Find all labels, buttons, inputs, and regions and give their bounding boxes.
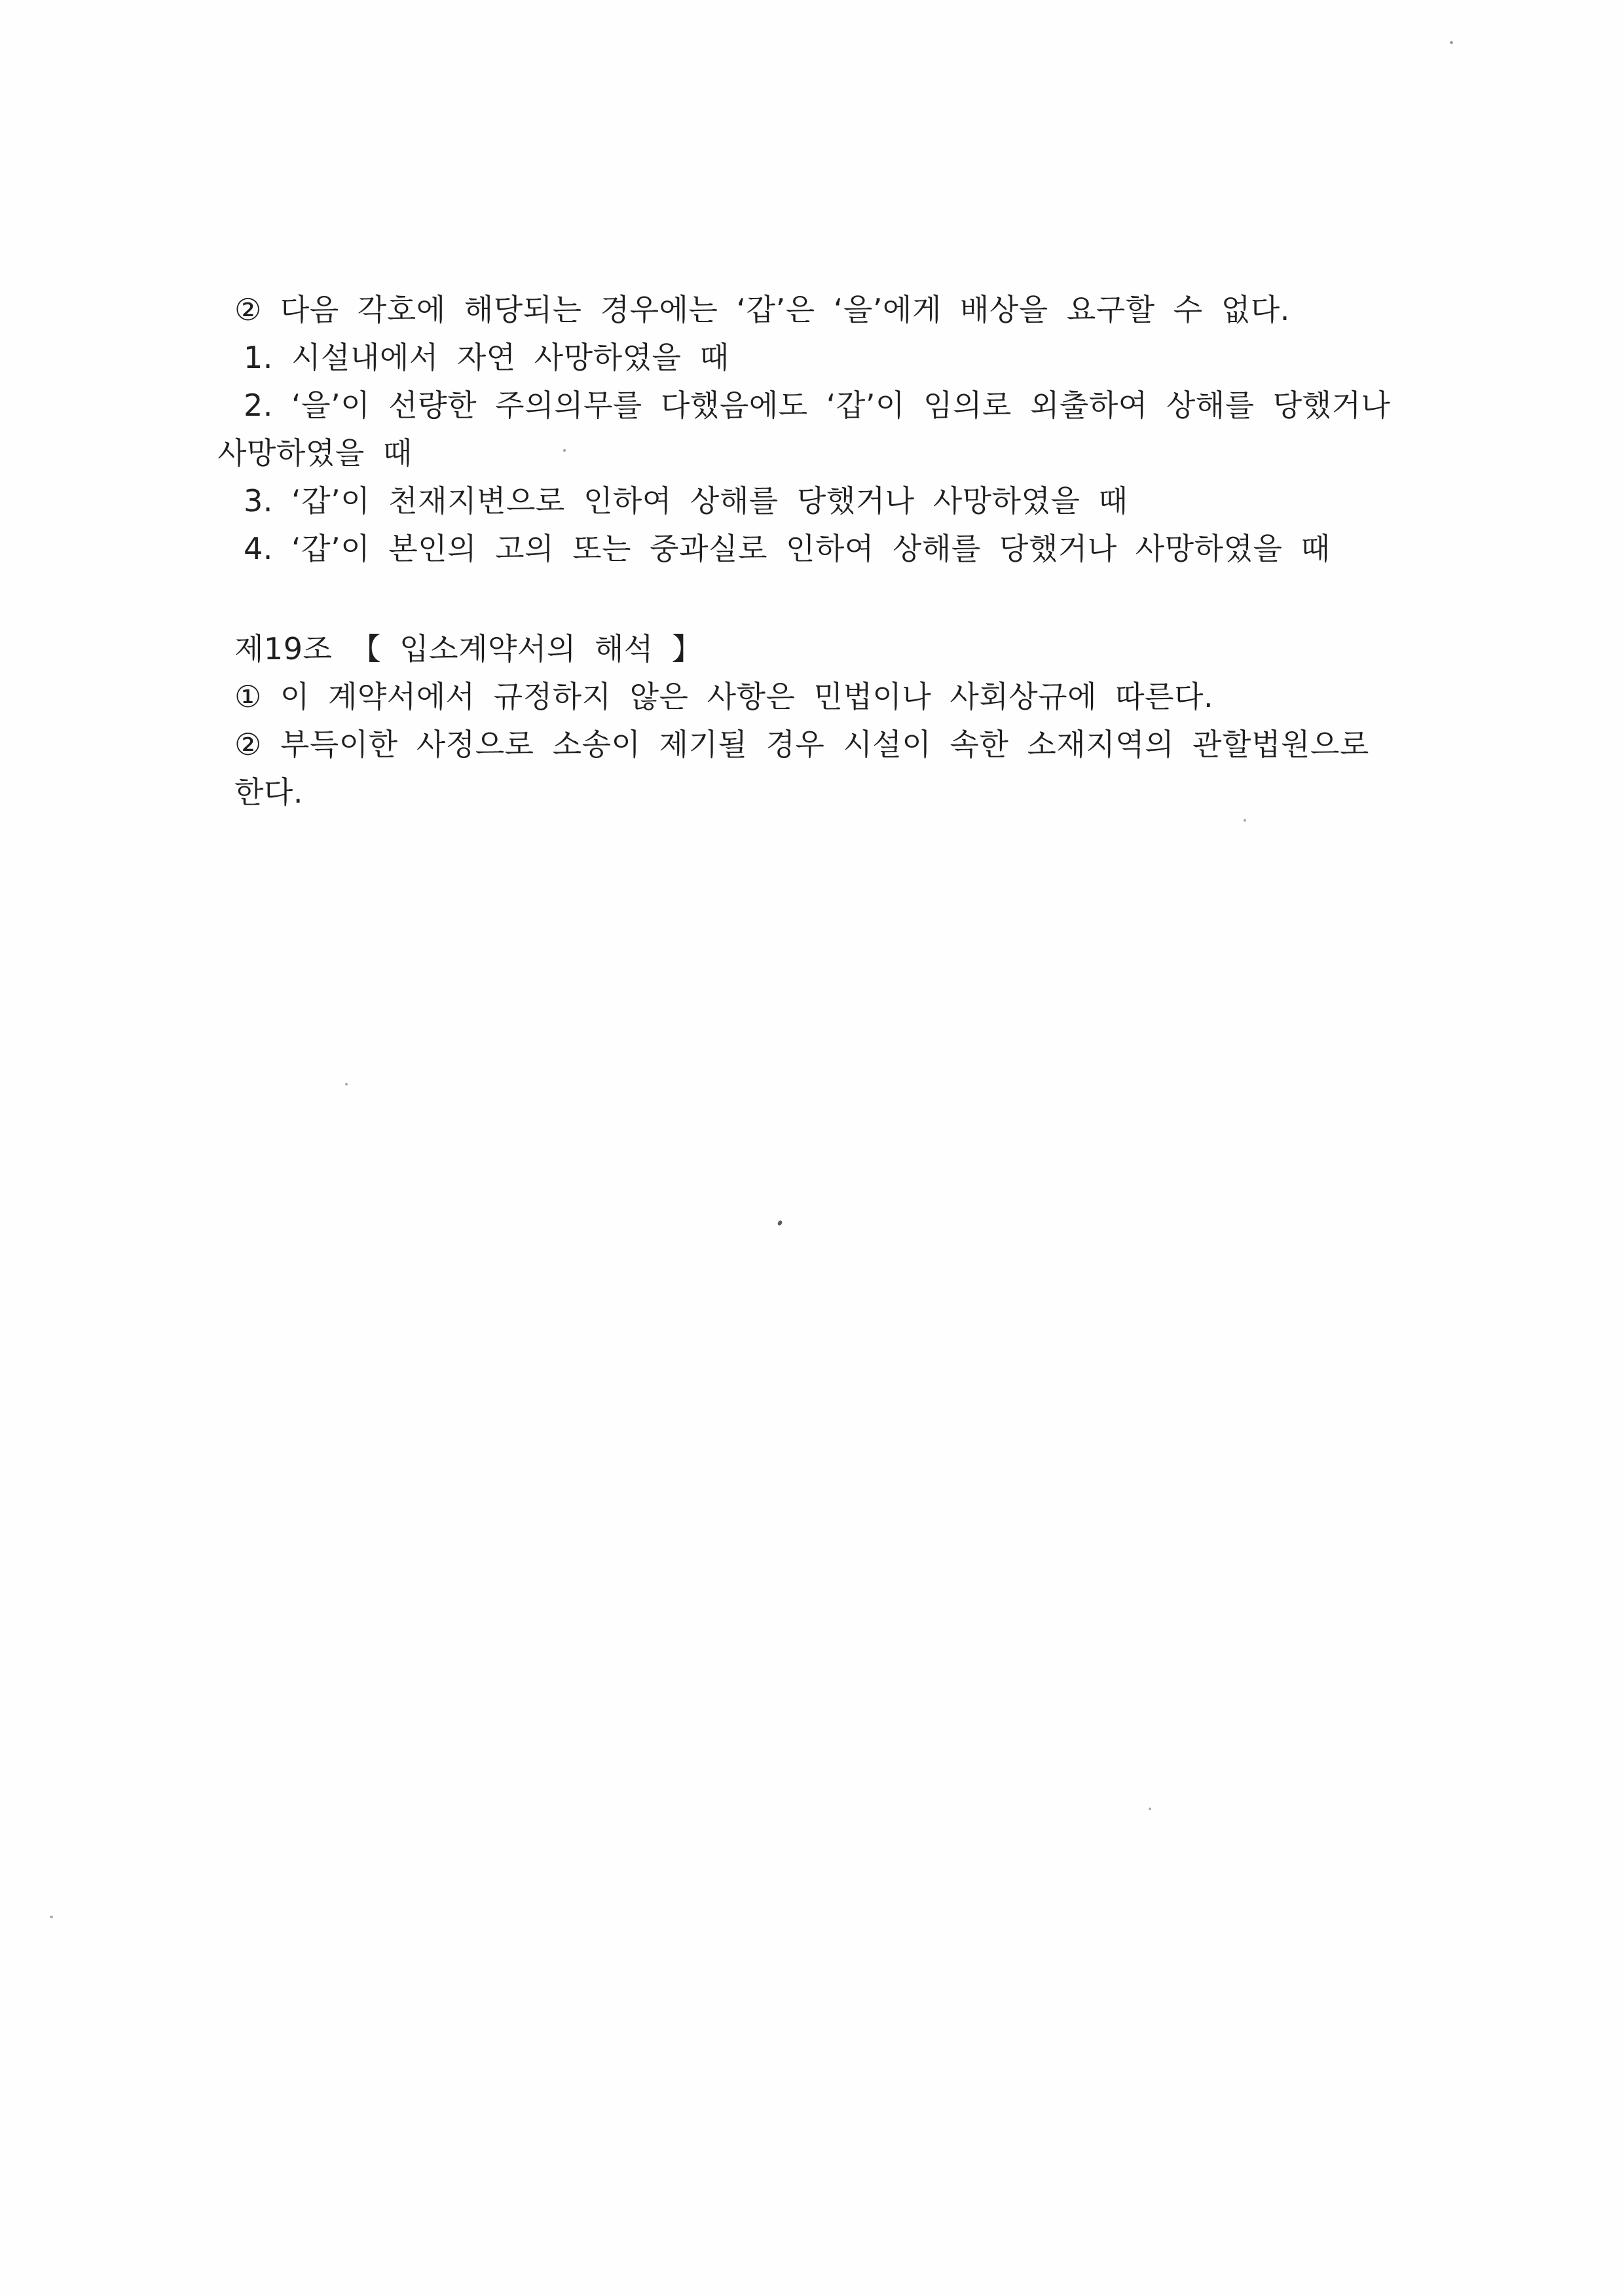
scan-speck — [1244, 819, 1246, 822]
clause-damage-exemption-intro: ② 다음 각호에 해당되는 경우에는 ‘갑’은 ‘을’에게 배상을 요구할 수 없다. — [234, 292, 1290, 327]
scan-speck — [1149, 1808, 1151, 1810]
list-item-2-continuation: 사망하였을 때 — [217, 435, 413, 471]
article19-heading: 제19조 【 입소계약서의 해석 】 — [234, 631, 703, 666]
list-item-1-natural-death: 1. 시설내에서 자연 사망하였을 때 — [244, 340, 729, 375]
list-item-2-unauthorized-outing: 2. ‘을’이 선량한 주의의무를 다했음에도 ‘갑’이 임의로 외출하여 상해를 당했거나 — [244, 388, 1391, 423]
list-item-4-gross-negligence: 4. ‘갑’이 본인의 고의 또는 중과실로 인하여 상해를 당했거나 사망하였을 때 — [244, 531, 1331, 566]
scan-speck — [50, 1916, 53, 1918]
scan-speck — [777, 1220, 783, 1226]
scan-speck — [1450, 41, 1453, 44]
scan-speck — [563, 449, 566, 452]
scan-speck — [345, 1083, 348, 1085]
list-item-3-natural-disaster: 3. ‘갑’이 천재지변으로 인하여 상해를 당했거나 사망하였을 때 — [244, 483, 1128, 519]
article19-clause2-continuation: 한다. — [234, 774, 303, 810]
article19-clause2: ② 부득이한 사정으로 소송이 제기될 경우 시설이 속한 소재지역의 관할법원으로 — [234, 727, 1369, 762]
article19-clause1: ① 이 계약서에서 규정하지 않은 사항은 민법이나 사회상규에 따른다. — [234, 679, 1214, 714]
